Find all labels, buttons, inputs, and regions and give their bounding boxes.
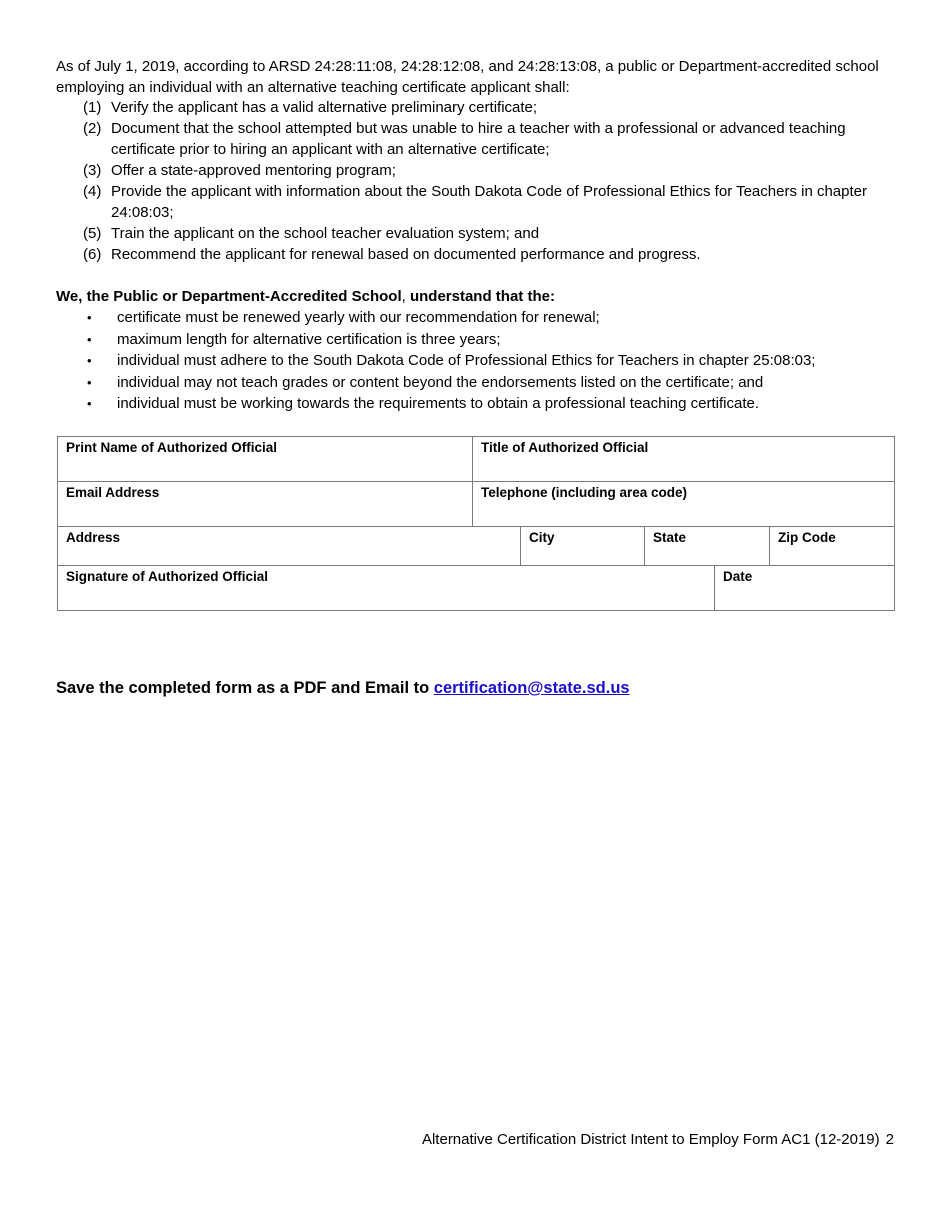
bullet-icon: • (87, 374, 92, 390)
email-label: Email Address (66, 485, 160, 500)
footer-form-name: Alternative Certification District Intent to Employ Form AC1 (12-2019) (421, 1131, 880, 1148)
table-row (58, 566, 895, 611)
list-item (56, 97, 896, 118)
intro-paragraph: As of July 1, 2019, according to ARSD 24:28:11:08, 24:28:12:08, and 24:28:13:08, a public or Department-accredited school employing an individual with an alternative teaching certificate applicant shall: (56, 58, 879, 96)
bullet-icon: • (87, 396, 92, 412)
table-row (58, 527, 895, 566)
signature-field[interactable] (58, 566, 715, 611)
telephone-field[interactable] (473, 482, 895, 527)
requirements-list (56, 97, 896, 265)
requirement-text: Train the applicant on the school teacher evaluation system; and (111, 225, 540, 242)
requirement-number: (6) (83, 246, 102, 263)
understand-heading-bold: We, the Public or Department-Accredited School (56, 288, 402, 305)
requirement-text: Provide the applicant with information about the South Dakota Code of Professional Ethics for Teachers in chapter 24:08:03; (111, 183, 867, 221)
understand-item-text: certificate must be renewed yearly with our recommendation for renewal; (117, 309, 600, 326)
page-number: 2 (885, 1131, 894, 1148)
email-field[interactable] (58, 482, 473, 527)
city-field[interactable] (521, 527, 645, 566)
table-row (58, 482, 895, 527)
understand-item-text: individual must adhere to the South Dakota Code of Professional Ethics for Teachers in chapter 25:08:03; (117, 352, 816, 370)
date-field[interactable] (715, 566, 895, 611)
understand-item-text: maximum length for alternative certification is three years; (117, 330, 501, 348)
requirement-text: Offer a state-approved mentoring program; (111, 162, 396, 179)
requirement-number: (4) (83, 183, 102, 200)
requirement-text: Recommend the applicant for renewal based on documented performance and progress. (111, 246, 701, 263)
list-item (56, 244, 896, 265)
list-item (56, 393, 896, 415)
zip-field[interactable] (770, 527, 895, 566)
certification-email-link[interactable]: certification@state.sd.us (433, 679, 630, 697)
bullet-icon: • (87, 331, 92, 347)
title-field[interactable] (473, 437, 895, 482)
requirement-number: (2) (83, 120, 102, 137)
city-label: City (529, 530, 555, 545)
list-item (56, 160, 896, 181)
requirement-number: (1) (83, 99, 102, 116)
understand-heading-rest: understand that the: (405, 288, 555, 305)
list-item (56, 181, 896, 223)
state-field[interactable] (645, 527, 770, 566)
requirement-text: Verify the applicant has a valid alternative preliminary certificate; (111, 99, 538, 116)
state-label: State (653, 530, 687, 545)
list-item (56, 372, 896, 394)
requirement-text: Document that the school attempted but was unable to hire a teacher with a professional or advanced teaching certificate prior to hiring an applicant with an alternative certificate; (111, 120, 846, 158)
understand-item-text: individual may not teach grades or content beyond the endorsements listed on the certificate; and (117, 373, 764, 391)
title-label: Title of Authorized Official (481, 440, 649, 455)
list-item (56, 307, 896, 329)
print-name-field[interactable] (58, 437, 473, 482)
page-footer (422, 1131, 894, 1148)
understand-heading (56, 286, 896, 307)
understand-list (56, 307, 896, 415)
list-item (56, 223, 896, 244)
address-label: Address (66, 530, 121, 545)
signature-label: Signature of Authorized Official (66, 569, 269, 584)
authorization-form-table (57, 436, 895, 611)
bullet-icon: • (87, 353, 92, 369)
table-row (58, 437, 895, 482)
requirement-number: (5) (83, 225, 102, 242)
print-name-label: Print Name of Authorized Official (66, 440, 278, 455)
date-label: Date (723, 569, 753, 584)
telephone-label: Telephone (including area code) (481, 485, 688, 500)
save-instruction-text: Save the completed form as a PDF and Email to (56, 679, 434, 697)
requirement-number: (3) (83, 162, 102, 179)
address-field[interactable] (58, 527, 521, 566)
understand-item-text: individual must be working towards the requirements to obtain a professional teaching certificate. (117, 395, 760, 413)
list-item (56, 329, 896, 351)
bullet-icon: • (87, 310, 92, 325)
list-item (56, 118, 896, 160)
list-item (56, 350, 896, 372)
save-instruction (56, 679, 630, 698)
understand-heading-comma: , (401, 288, 406, 305)
zip-label: Zip Code (778, 530, 836, 545)
